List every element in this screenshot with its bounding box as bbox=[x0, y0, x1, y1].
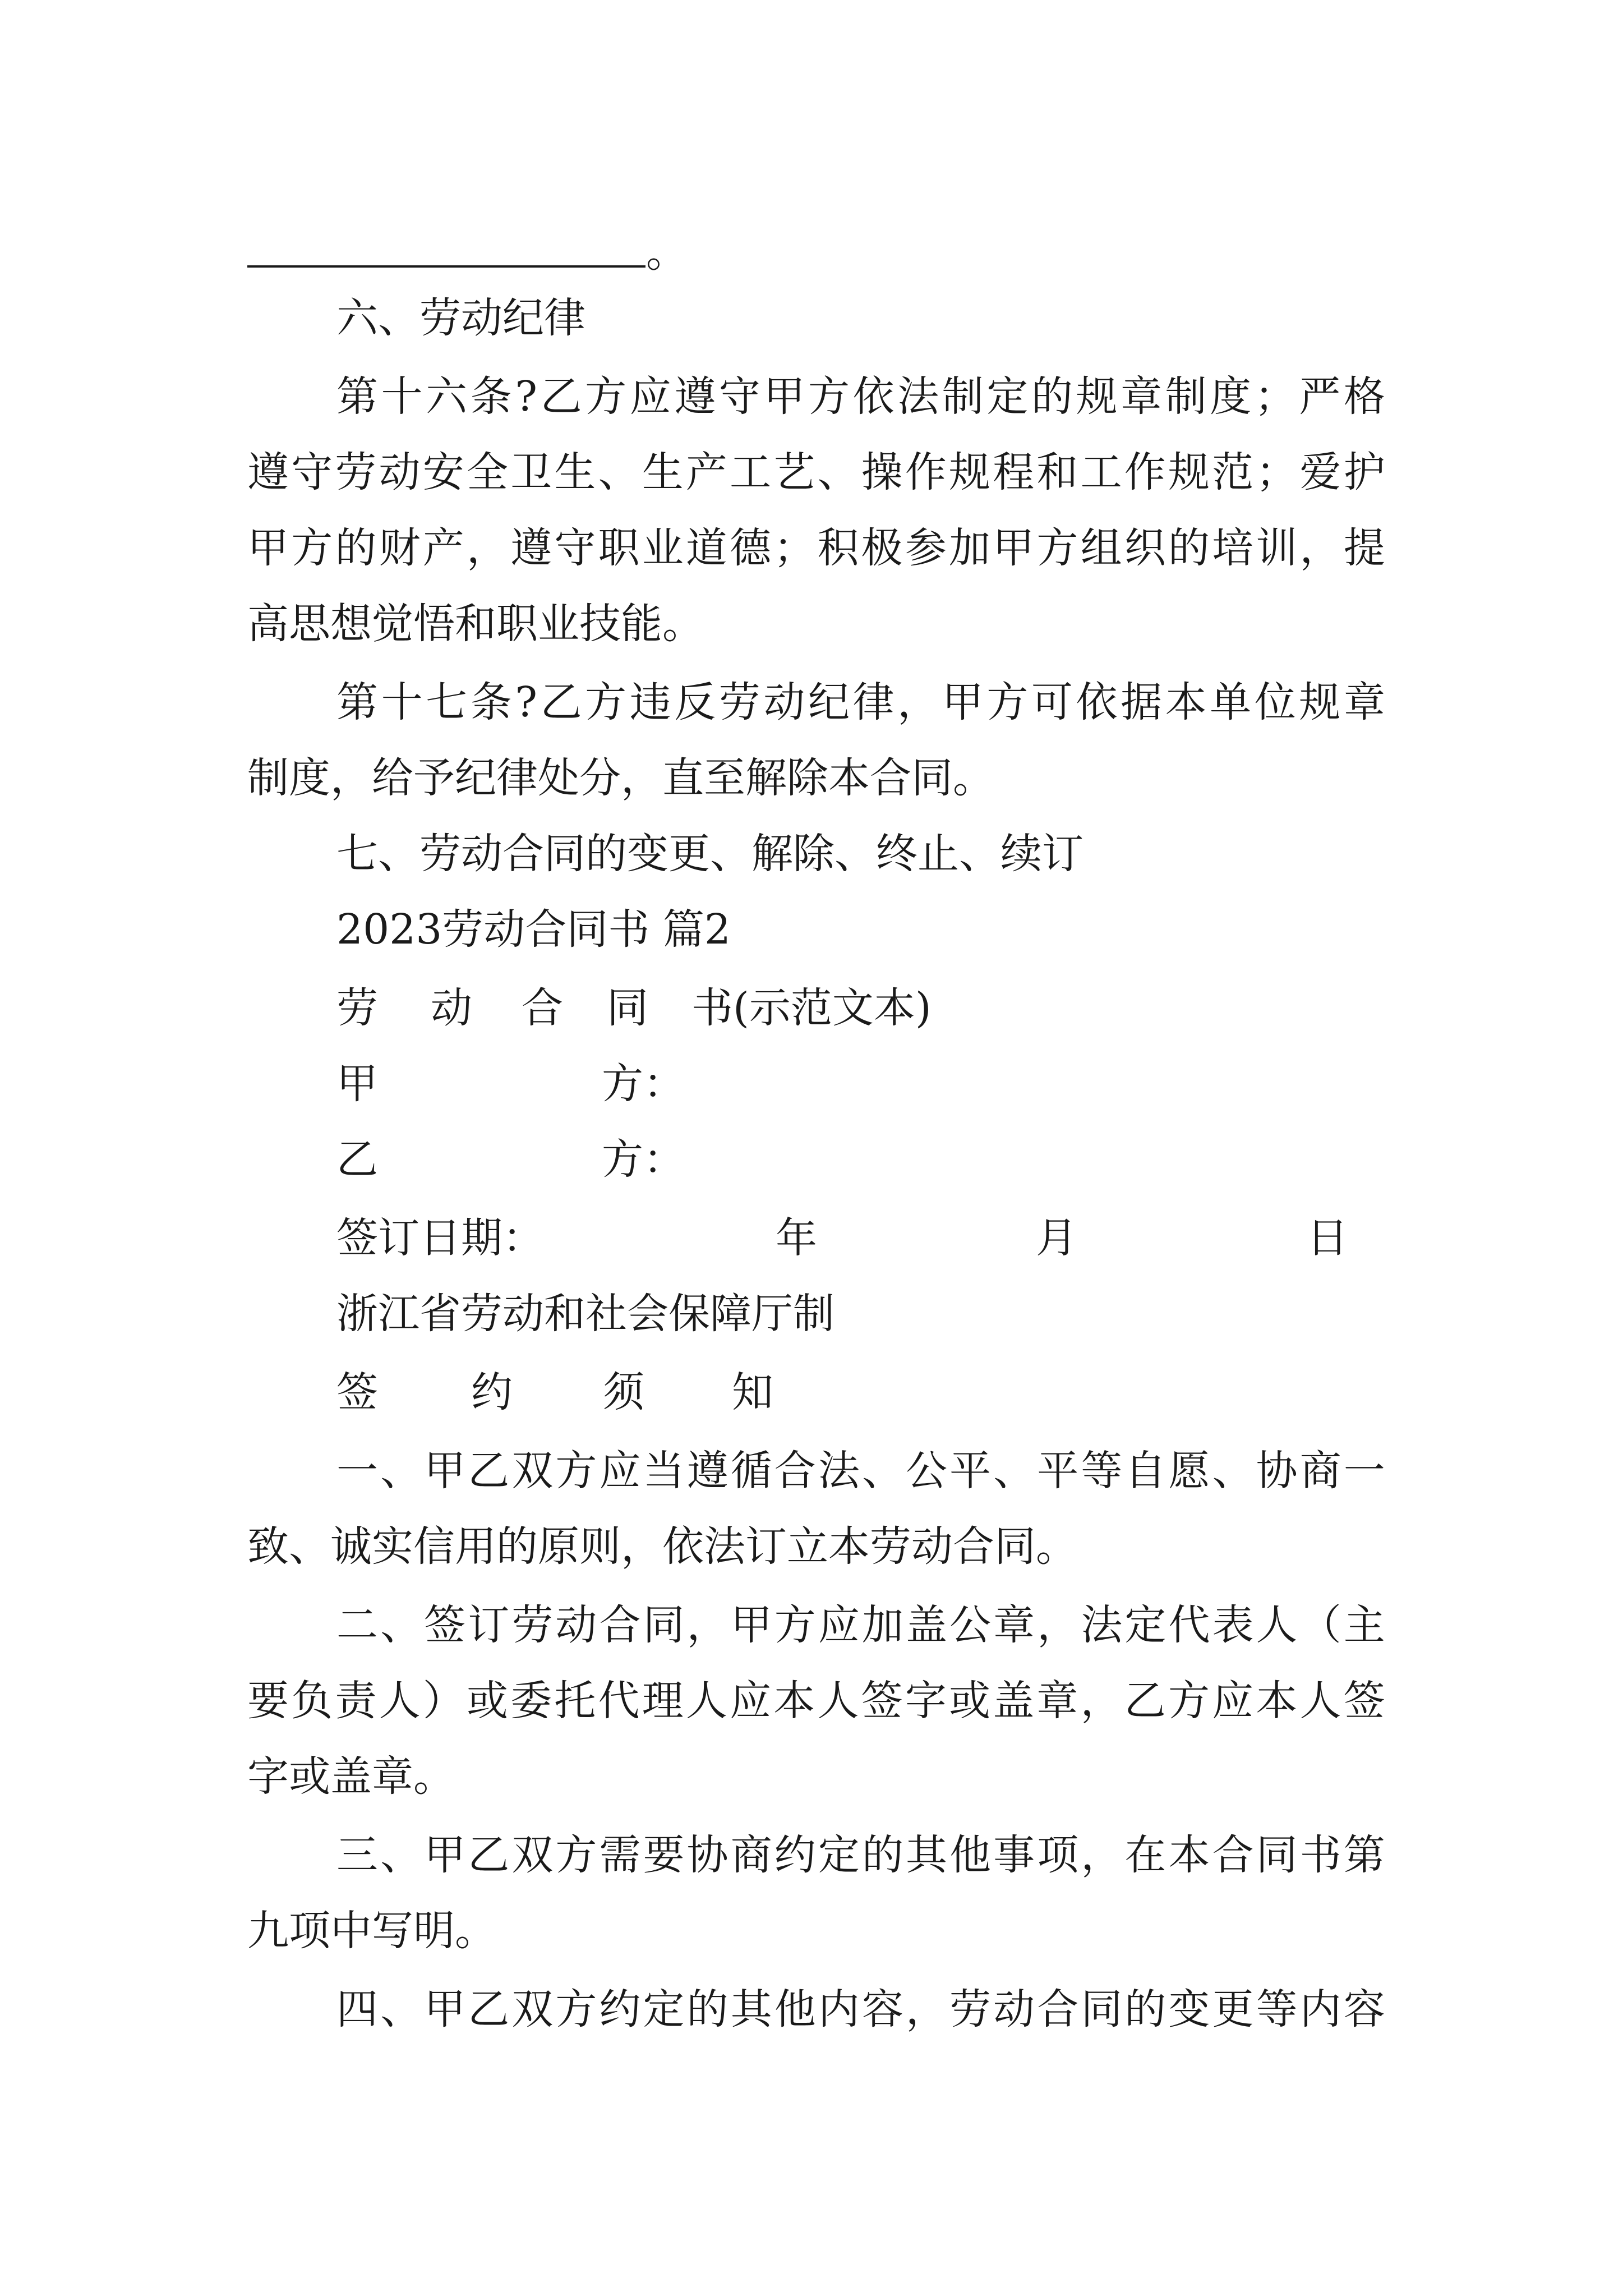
sign-date-year: 年 bbox=[776, 1214, 817, 1262]
party-b-label: 乙 bbox=[336, 1135, 378, 1184]
article-16-line-1: 第 十 六 条 ? 乙 方 应 遵 守 甲 方 依 法 制 定 的 规 章 制 度 ； 严 格 bbox=[336, 372, 1385, 421]
cover-title-char-1: 劳 bbox=[336, 984, 378, 1032]
notice-item-3-line-2: 九项中写明。 bbox=[247, 1907, 496, 1955]
notice-heading-char-1: 签 bbox=[336, 1368, 378, 1416]
part-2-heading: 2023劳动合同书 篇2 bbox=[336, 905, 731, 954]
notice-heading-char-2: 约 bbox=[471, 1368, 513, 1416]
section-7-heading: 七、劳动合同的变更、解除、终止、续订 bbox=[336, 830, 1083, 878]
notice-item-2-line-2: 要 负 责 人 ） 或 委 托 代 理 人 应 本 人 签 字 或 盖 章 ， 乙 方 应 本 人 签 bbox=[247, 1677, 1385, 1725]
party-a-label: 甲 bbox=[336, 1060, 378, 1108]
article-17-line-2: 制度，给予纪律处分，直至解除本合同。 bbox=[247, 754, 994, 802]
party-b-suffix: 方： bbox=[602, 1135, 685, 1184]
sign-date-label: 签订日期： bbox=[336, 1214, 544, 1262]
notice-item-1-line-2: 致、诚实信用的原则，依法订立本劳动合同。 bbox=[247, 1522, 1077, 1571]
cover-title-char-4: 同 bbox=[607, 984, 648, 1032]
notice-heading-char-3: 须 bbox=[603, 1368, 644, 1416]
cover-title-char-3: 合 bbox=[522, 984, 563, 1032]
cover-title-char-2: 动 bbox=[431, 984, 472, 1032]
article-16-line-2: 遵 守 劳 动 安 全 卫 生 、 生 产 工 艺 、 操 作 规 程 和 工 作 规 范 ； 爱 护 bbox=[247, 448, 1385, 496]
blank-fill-line bbox=[247, 265, 645, 268]
notice-item-1-line-1: 一 、 甲 乙 双 方 应 当 遵 循 合 法 、 公 平 、 平 等 自 愿 、 协 商 一 bbox=[336, 1447, 1385, 1495]
sign-date-month: 月 bbox=[1036, 1214, 1077, 1262]
issuer-line: 浙江省劳动和社会保障厅制 bbox=[336, 1290, 834, 1338]
notice-item-3-line-1: 三 、 甲 乙 双 方 需 要 协 商 约 定 的 其 他 事 项 ， 在 本 合 同 书 第 bbox=[336, 1831, 1385, 1879]
notice-item-2-line-1: 二 、 签 订 劳 动 合 同 ， 甲 方 应 加 盖 公 章 ， 法 定 代 表 人 （ 主 bbox=[336, 1601, 1385, 1649]
notice-item-4-line-1: 四 、 甲 乙 双 方 约 定 的 其 他 内 容 ， 劳 动 合 同 的 变 更 等 内 容 bbox=[336, 1985, 1385, 2033]
cover-title-tail: 书(示范文本) bbox=[691, 984, 932, 1032]
article-17-line-1: 第 十 七 条 ? 乙 方 违 反 劳 动 纪 律 ， 甲 方 可 依 据 本 单 位 规 章 bbox=[336, 678, 1385, 726]
notice-item-2-line-3: 字或盖章。 bbox=[247, 1752, 455, 1801]
sign-date-day: 日 bbox=[1307, 1214, 1348, 1262]
party-a-suffix: 方： bbox=[602, 1060, 685, 1108]
article-16-line-4: 高思想觉悟和职业技能。 bbox=[247, 600, 704, 648]
section-6-heading: 六、劳动纪律 bbox=[336, 294, 585, 342]
blank-line-period: 。 bbox=[646, 228, 688, 277]
notice-heading-char-4: 知 bbox=[732, 1368, 773, 1416]
article-16-line-3: 甲 方 的 财 产 ， 遵 守 职 业 道 德 ； 积 极 参 加 甲 方 组 织 的 培 训 ， 提 bbox=[247, 524, 1385, 572]
